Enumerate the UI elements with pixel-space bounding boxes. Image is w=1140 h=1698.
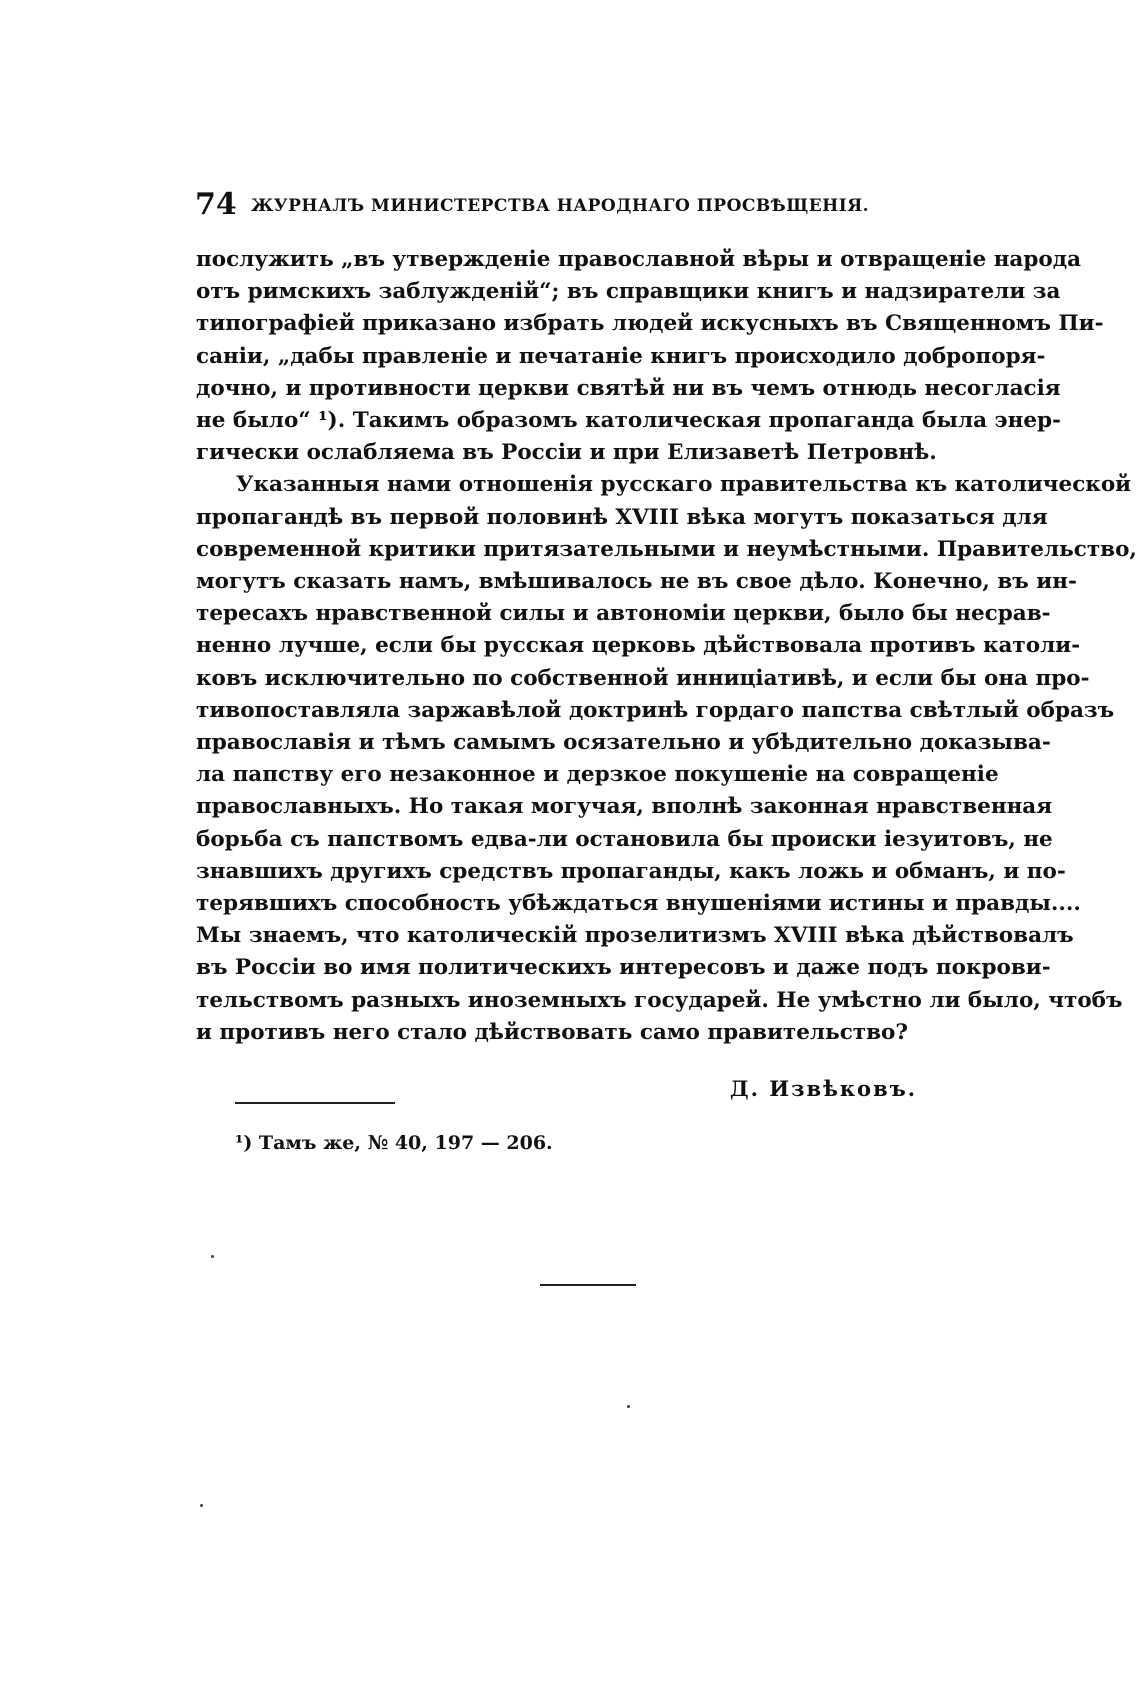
text-line: знавшихъ другихъ средствъ пропаганды, какъ ложь и обманъ, и по- [196,858,1066,884]
scan-speck [627,1405,630,1408]
text-line: Указанныя нами отношенія русскаго правительства къ католической [236,472,1132,498]
text-line: и противъ него стало дѣйствовать само правительство? [196,1019,908,1045]
text-line: Мы знаемъ, что католическій прозелитизмъ XVIII вѣка дѣйствовалъ [196,923,1074,949]
text-line: отъ римскихъ заблужденій“; въ справщики книгъ и надзиратели за [196,279,1061,305]
body-text [196,244,1137,1049]
text-line: борьба съ папствомъ едва-ли остановила бы происки іезуитовъ, не [196,826,1053,852]
text-line: ненно лучше, если бы русская церковь дѣйствовала противъ католи- [196,633,1081,659]
footnote-separator [235,1102,395,1104]
author-signature: Д. Извѣковъ. [730,1076,918,1101]
text-line: послужить „въ утвержденіе православной вѣры и отвращеніе народа [196,247,1081,272]
text-line: ковъ исключительно по собственной инниціативѣ, и если бы она про- [196,665,1090,691]
text-line: ла папству его незаконное и дерзкое покушеніе на совращеніе [196,762,999,788]
footnote: ¹) Тамъ же, № 40, 197 — 206. [235,1132,553,1154]
text-line: типографіей приказано избрать людей искусныхъ въ Священномъ Пи- [196,311,1104,337]
text-line: могутъ сказать намъ, вмѣшивалось не въ свое дѣло. Конечно, въ ин- [196,569,1077,595]
text-line: современной критики притязательными и неумѣстными. Правительство, [196,536,1137,562]
page-number: 74 [195,187,237,222]
text-line: въ Россіи во имя политическихъ интересовъ и даже подъ покрови- [196,955,1051,981]
text-line: православія и тѣмъ самымъ осязательно и убѣдительно доказыва- [196,730,1051,756]
text-line: тельствомъ разныхъ иноземныхъ государей. Не умѣстно ли было, чтобъ [196,987,1123,1013]
article-end-rule [540,1284,636,1286]
running-title: ЖУРНАЛЪ МИНИСТЕРСТВА НАРОДНАГО ПРОСВѢЩЕНІЯ. [251,196,870,216]
text-line: гически ослабляема въ Россіи и при Елизаветѣ Петровнѣ. [196,440,937,466]
text-line: саніи, „дабы правленіе и печатаніе книгъ происходило добропоря- [196,343,1046,369]
scan-speck [200,1504,203,1507]
text-line: пропагандѣ въ первой половинѣ XVIII вѣка могутъ показаться для [196,504,1048,530]
paragraph-2 [196,469,1137,1049]
text-line: тивопоставляла заржавѣлой доктринѣ гордаго папства свѣтлый образъ [196,697,1115,723]
text-line: тересахъ нравственной силы и автономіи церкви, было бы несрав- [196,601,1051,627]
text-line: не было“ ¹). Такимъ образомъ католическая пропаганда была энер- [196,408,1061,434]
page-header [195,188,940,228]
text-line: дочно, и противности церкви святѣй ни въ чемъ отнюдь несогласія [196,375,1061,401]
scan-speck [211,1255,214,1258]
paragraph-1 [196,244,1104,469]
text-line: православныхъ. Но такая могучая, вполнѣ законная нравственная [196,794,1053,820]
text-line: терявшихъ способность убѣждаться внушеніями истины и правды.... [196,891,1081,917]
